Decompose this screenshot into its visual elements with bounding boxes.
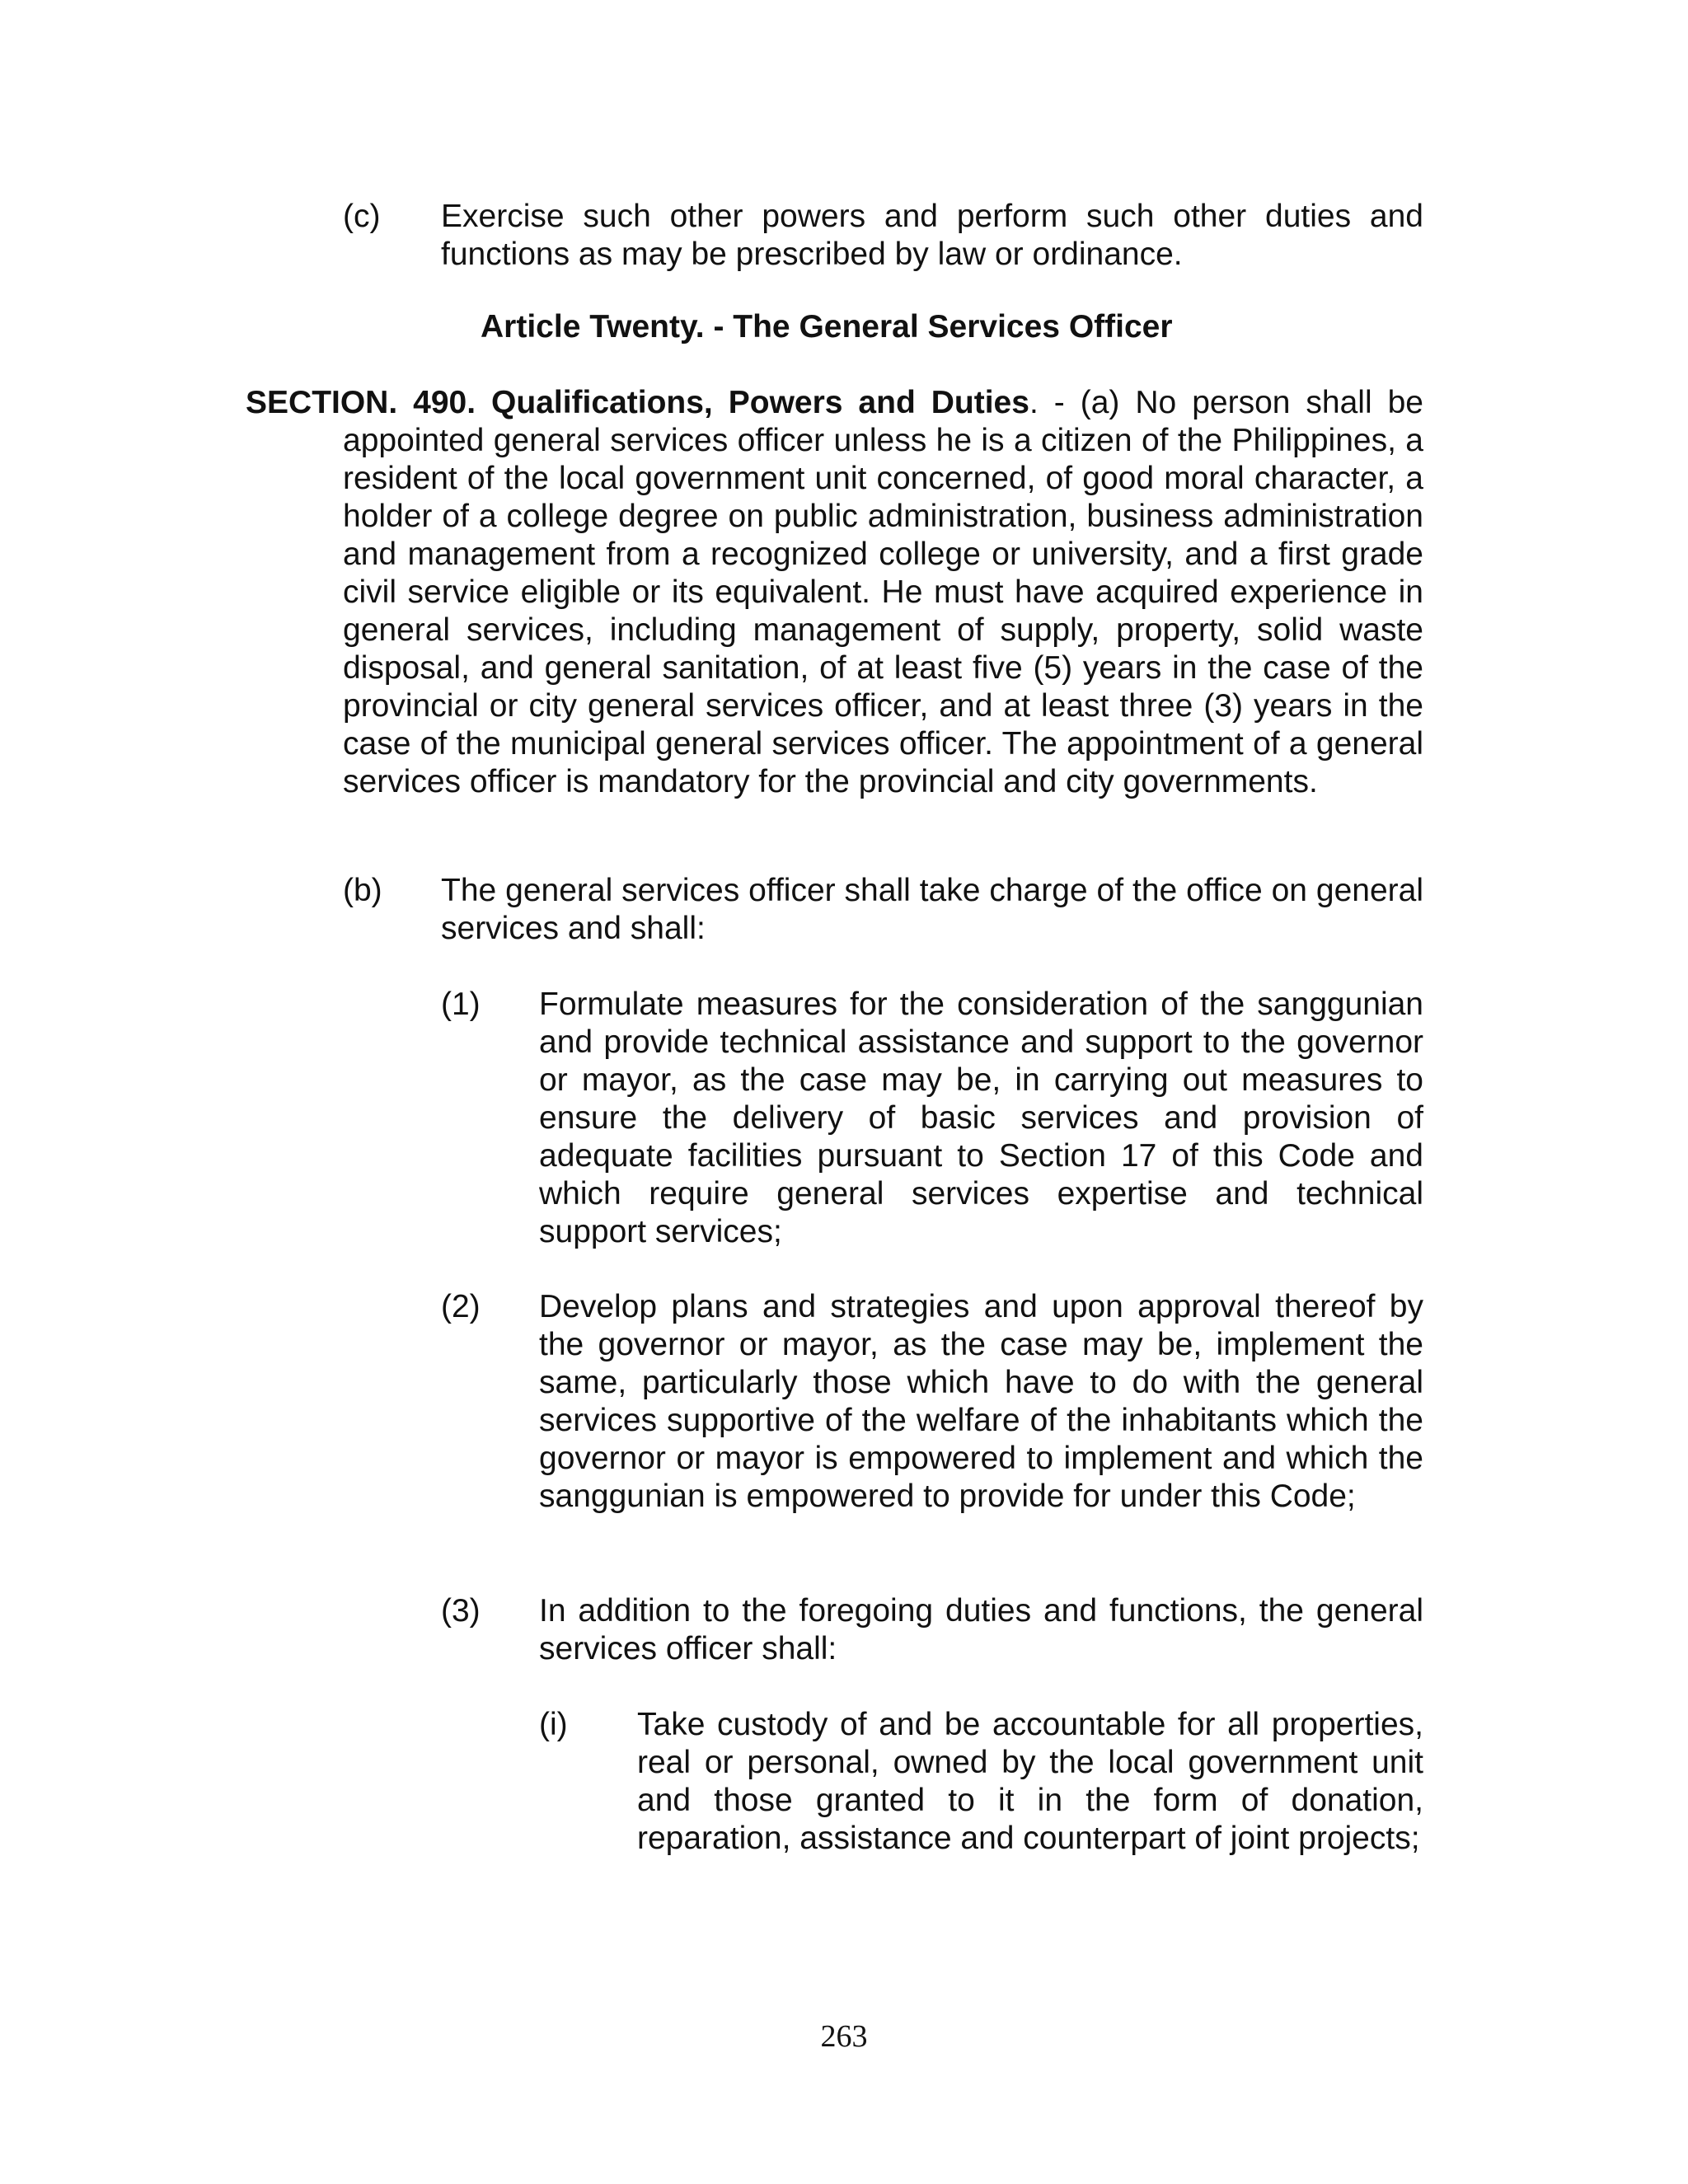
sub-3-text: In addition to the foregoing duties and functions, the general services officer shall:	[539, 1593, 1423, 1666]
item-c-label: (c)	[343, 199, 381, 234]
section-490-paragraph	[246, 384, 1423, 801]
section-separator: . -	[1029, 385, 1081, 420]
item-b-label: (b)	[343, 873, 382, 908]
page-number: 263	[820, 2019, 868, 2054]
sub-3-label: (3)	[441, 1593, 481, 1629]
item-c-text: Exercise such other powers and perform such other duties and functions as may be prescribed by law or ordinance.	[441, 199, 1423, 272]
article-heading: Article Twenty. - The General Services Officer	[481, 309, 1173, 344]
sub-2-text: Develop plans and strategies and upon approval thereof by the governor or mayor, as the case may be, implement the same, particularly those which have to do with the general services supportive of the welfare of the inhabitants which the governor or mayor is empowered to implement and which the sanggunian is empowered to provide for under this Code;	[539, 1289, 1423, 1514]
item-b-text: The general services officer shall take charge of the office on general services and shall:	[441, 873, 1423, 946]
section-item-a-text: (a) No person shall be appointed general services officer unless he is a citizen of the Philippines, a resident of the local government unit concerned, of good moral character, a holder of a college degree on public administration, business administration and management from a recognized college or university, and a first grade civil service eligible or its equivalent. He must have acquired experience in general services, including management of supply, property, solid waste disposal, and general sanitation, of at least five (5) years in the case of the provincial or city general services officer, and at least three (3) years in the case of the municipal general services officer. The appointment of a general services officer is mandatory for the provincial and city governments.	[343, 385, 1423, 799]
sub-3-i-text: Take custody of and be accountable for all properties, real or personal, owned by the local government unit and those granted to it in the form of donation, reparation, assistance and counterpart of joint projects;	[637, 1707, 1423, 1856]
sub-3-i-label: (i)	[539, 1707, 568, 1742]
sub-2-label: (2)	[441, 1289, 481, 1324]
sub-1-label: (1)	[441, 987, 481, 1022]
section-heading: SECTION. 490. Qualifications, Powers and Duties	[246, 385, 1029, 420]
sub-1-text: Formulate measures for the consideration of the sanggunian and provide technical assistance and support to the governor or mayor, as the case may be, in carrying out measures to ensure the delivery of basic services and provision of adequate facilities pursuant to Section 17 of this Code and which require general services expertise and technical support services;	[539, 987, 1423, 1249]
